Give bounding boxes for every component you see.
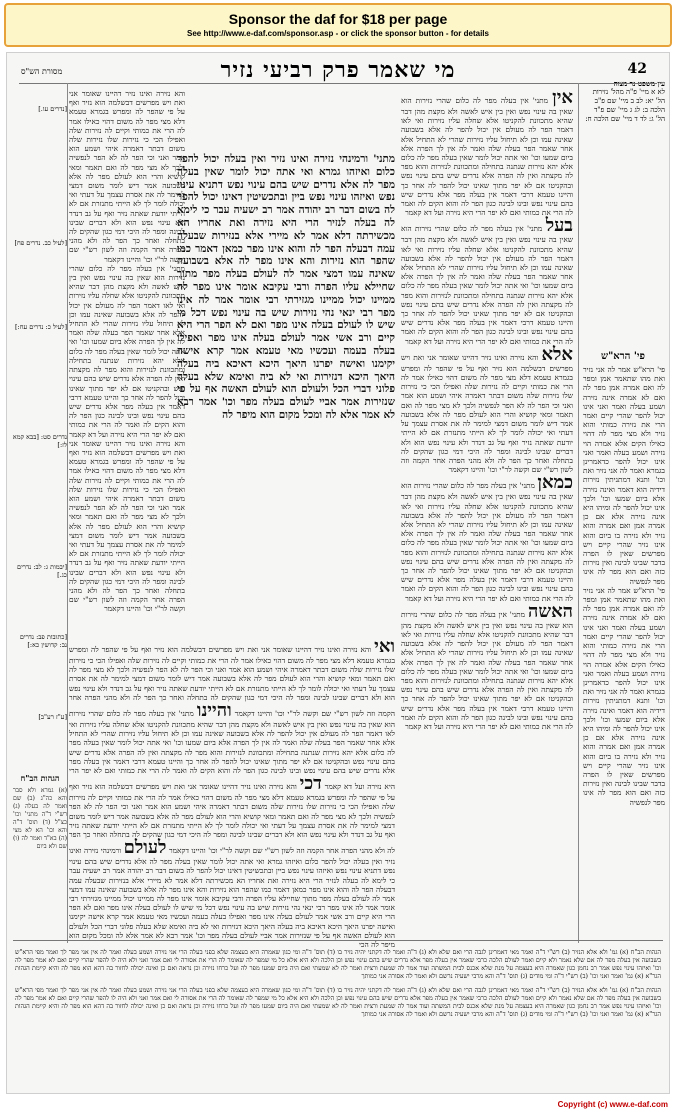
rosh-text: פי' הרא"ש אמר לה אני נזיר ואת מהו שתאמר אמן ומפר לה ואם אמרה אמן מפר לה ואם לא אמרה אינה נזירה ושמע בעלה ואמר ואני אינו יכול להפר שהרי קיים ואמר הרי את נזירה כמותי והוא נזיר ולא מצי מפר לה דהוי כאילו הקים אלא אמרה הוי נזירה ושמע בעלה ואמר ואני אינו יכול להפר כדאמרינן בגמרא ואמר לה אני נזיר ואת וכו' ותנא דמתניתין נזירות דידיה הוא דאמר ואינה נזירה אלא ביום שמעו וכו' ולכך אינו יכול להפר לה ומיהו היא אינה נזירה אלא אם כן אמרה אמן ואם אמרה והוא נזיר ולא נזירה בו ביום והוא אינו נזיר שהרי קיים ויש מפרשים שאין לו הפרה בדבר שבינו לבינה ואין נזירות כזה ואם הוא מפר לה אינו מפר לנפשיה [583, 365, 665, 586]
rashi-text-2: מתני' אין בעלה מפר לה כלום שהרי נזירות הוא שאין בה עינוי נפש ואין בין איש לאשה ולא מקצת מהן דבר שהיא מתכוונת להקניטו אלא שחלה עליו נזירות ואי לאו דאמר הפר לה מעולם אין יכול להפר לה אלא בשבועה שאינה עמו וכן לא תיחול עליו נזירות שהרי לא התחיל אלא אחר שאמר הפר בעלה שלה ואמר לה אין לך הפרה אלא ביום שמעו וכו' ואי אתה יכול לומר שאין בעלה מפר לה כלום אלא יהא נזירות שנתנה בתחילה ומתכוונת לנזירות והוא מפר לה מקצתה ואין לה הפרה אלא נדרים שיש בהם עינוי נפש ובהקניטו אם לא יפר מתוך שאינו יכול להפר לה אחר כך והיינו טעמא דרבי דאמר אין בעלה מפר אלא נדרים שיש בהם עינוי נפש ובינו לבינה כגון הפר לה והוא הקים לה ואמר לה הרי את כמותי ואם לא יפר הרי היא נזירה ועל דא קאמר [401, 224, 573, 346]
header-rule [19, 83, 657, 84]
tosafot-text-2: מתני' אין בעלה מפר לה כלום שהרי נזירות הוא שאין בה עינוי נפש ואין בין איש לאשה ולא מקצת מהן דבר שהיא מתכוונת להקניטו אלא שחלה עליו נזירות ואי לאו דאמר הפר לה מעולם אין יכול להפר לה אלא בשבועה שאינה עמו וכן לא תיחול עליו נזירות שהרי לא התחיל אלא אחר שאמר הפר בעלה שלה ואמר לה אין לך הפרה אלא ביום שמעו וכו' ואי אתה יכול לומר שאין בעלה מפר לה כלום אלא יהא נזירות שנתנה בתחילה ומתכוונת לנזירות והוא מפר לה מקצתה ואין לה הפרה אלא נדרים שיש בהם עינוי נפש ובהקניטו אם לא יפר מתוך שאינו יכול להפר לה אחר כך והיינו טעמא דרבי דאמר אין בעלה מפר אלא נדרים שיש בהם עינוי נפש ובינו לבינה כגון הפר לה והוא הקים לה ואמר לה הרי את כמותי ואם לא יפר הרי היא נזירה ועל דא קאמר [68, 263, 185, 439]
rashi-text-4: מתני' אין בעלה מפר לה כלום שהרי נזירות הוא שאין בה עינוי נפש ואין בין איש לאשה ולא מקצת מהן דבר שהיא מתכוונת להקניטו אלא שחלה עליו נזירות ואי לאו דאמר הפר לה מעולם אין יכול להפר לה אלא בשבועה שאינה עמו וכן לא תיחול עליו נזירות שהרי לא התחיל אלא אחר שאמר הפר בעלה שלה ואמר לה אין לך הפרה אלא ביום שמעו וכו' ואי אתה יכול לומר שאין בעלה מפר לה כלום אלא יהא נזירות שנתנה בתחילה ומתכוונת לנזירות והוא מפר לה מקצתה ואין לה הפרה אלא נדרים שיש בהם עינוי נפש ובהקניטו אם לא יפר מתוך שאינו יכול להפר לה אחר כך והיינו טעמא דרבי דאמר אין בעלה מפר אלא נדרים שיש בהם עינוי נפש ובינו לבינה כגון הפר לה והוא הקים לה ואמר לה הרי את כמותי ואם לא יפר הרי היא נזירה ועל דא קאמר [401, 481, 573, 603]
page-number: 42 [627, 61, 647, 77]
mishna-marker: מתני' [373, 153, 395, 165]
tosafot-lower-text-4: ורמינהי נזירה ואינו נזיר ואין בעלה יכול להפר כלום ואיזהו גמרא ואי אתה יכול לומר שאין בעלה מפר לה אלא נדרים שיש בהם עינוי נפש דתניא עינוי נפש ואיזהו עינוי נפש ביין ובתכשיטין דאינו יכול להפר לה בשום דבר רב יהודה אמר רב ישעיה עבר כי לימא לה בעלה לנזיר הרי היא נזירה ואת אחריו הא מכשירתה דלא אמר לא מיירי אלא בנזירות שבעלה עמה דבעלה הפר לה והוא אינו מפר כמאן דאמר כמו שהפר הוא נזירות והא אינו מפר לה אלא בשבועה שאינה עמו דמצי אמר לה לעולם בעלה מפר מתוך שחיילא עליו הפרה ורבי עקיבא אומר אינו מפר לה ממיינו יכול ממיינו מגזירתי רבי אומר אמר לה אינו מפר רבי ינאי נהי נזירות שיש בה עינוי נפש דכל מי שיש לו לעולם בעלה אינו מפר ואם לא הפר הרי היא קיים ורב אשי אמר לעולם בעלה אינו מפר ואפילו בעלה בעמה ועכשיו מאי טעמא אמר קרא אישה יקימנו ואישה יפרנו היאך היכא דאיכא ביה בעלה היאך היכא דנזירות ואי לא ביה ואימא שלא בעלה פלוני דברי הכל ולעולם הוא לעולם האשה אף על פי שנזירות אמר אביי לעולם בעלה מפר וכו' אמר רבא לא אמר אלא לה ומכל מקום הוא מיפר לה [69, 846, 395, 950]
tosafot-text: והא נזירה ואינו נזיר דהיינו שאומר אני ואת ויש מפרשים דבשלמה הוא נזיר ואף על פי שהפר לה ומפרש בגמרא טעמא דלא מצי מפר לה משום דהוי כאילו אמר לה הרי את כמותי וקיים לה נזירות שלה ואפילו הכי כי נזירות שלו נזירות שלה משום דבתר דאמרה איהי ושמע הוא אמר ואני וכי הפר לה לא הפר לנפשיה ולכך לא מצי מפר לה ואם תאמר ומאי קושיא והרי הוא לעולם מפר לה אלא בשבועה אמר דיש לומר משום דמצי למימר לה את אסרת עצמך על דעתי ואי יכולה לומר לך לא הייתי מתנזרת אם לא הייתי יודעת שאתה נזיר ואף על גב דנדר ולא עינוי נפש הוא ולא דברים שבינו לבינה ומפר לה היכי דמי כגון שהקים לה בתחלה ואחר כך הפר לה ולא מהני הפרה אחר הקמה וזה לשון רש"י שם וקשה לר"י וכו' והיינו דקאמר [69, 89, 185, 264]
ein-mishpat [585, 79, 665, 124]
footer-text: הגהות הב"ח (א) גמ' ולא אלא הנזיר (ב) רש"י ד"ה ואמר מאי דאמרינן לגבה הרי ואם שלא ולא (ג) ד"ה ואמר לה דקתני יהיה נזיר בו (ד) תוס' ד"ה ומי כגון שאמרה היא בעצמה שלא בפני בעלה הרי אני נזירה ושמע בעלה ואמר לה אין אני מפר לך ואמר מפי הרא"ש בשבועה אין בעלה מפר לה אם שלא נאמר ולא קיים ואמר לעולם הלכה כרבי שאמר אין בעלה מפר אלא נדרים שיש בהם עינוי נפש וכן הלכה ולא היא אלא כל מי שמפר לה שאומר לה הרי את אסורה לי ואם אמר ואני ולא היה לו להפר שהרי קיים ואם לא אמר מפר לה וכו' ואיזהו עינוי נפש אמר רב נחמן כגון שאמרה היא בעצמה על מנת שלא אכנס לבית המשתה ועוד אמר לה שמעת ורצית ואמר לה לא שמעתי ואם היה ביום שמעו מפר לה ועל כרחו נזירה וכן נראה ואם כן ואינה יכולה לחזור בה דהא הוא מפר לה והיא קיימת הגהות הגר"א (א) גמ' ואמר ואני וכו' (ב) רש"י ד"ה ומי מודים (ג) תוס' ד"ה והא מרבי ישעיה נרשם ולא ואמר לה אסורה אני כמותך [15, 949, 662, 981]
margin-ref-3: [לעיל כ: נדרים עח:] [14, 323, 67, 331]
margin-ref-1: [נדרים עו.] [38, 105, 67, 113]
sponsor-headline[interactable]: Sponsor the daf for $18 per page [228, 11, 448, 27]
haisha-word: האשה [527, 600, 573, 622]
hagahot-column [13, 787, 67, 937]
gemara-text: ורמינהי נזירה ואינו נזיר ואין בעלה יכול להפר כלום ואיזהו גמרא ואי אתה יכול לומר שאין בעלה מפר לה אלא נדרים שיש בהם עינוי נפש דתניא עינוי נפש ואיזהו עינוי נפש ביין ובתכשיטין דאינו יכול להפר לה בשום דבר רב יהודה אמר רב ישעיה עבר כי לימא לה בעלה לנזיר הרי היא נזירה ואת אחריו הא מכשירתה דלא אמר לא מיירי אלא בנזירות שבעלה עמה דבעלה הפר לה והוא אינו מפר כמאן דאמר כמו שהפר הוא נזירות והא אינו מפר לה אלא בשבועה שאינה עמו דמצי אמר לה לעולם בעלה מפר מתוך שחיילא עליו הפרה ורבי עקיבא אומר אינו מפר לה ממיינו יכול ממיינו מגזירתי רבי אומר אמר לה אינו מפר רבי ינאי נהי נזירות שיש בה עינוי נפש דכל מי שיש לו לעולם בעלה אינו מפר ואם לא הפר הרי היא קיים ורב אשי אמר לעולם בעלה אינו מפר ואפילו בעלה בעמה ועכשיו מאי טעמא אמר קרא אישה יקימנו ואישה יפרנו היאך היכא דאיכא ביה בעלה היאך היכא דנזירות ואי לא ביה ואימא שלא בעלה פלוני דברי הכל ולעולם הוא לעולם האשה אף על פי שנזירות אמר אביי לעולם בעלה מפר וכו' אמר רבא לא אמר אלא לה ומכל מקום הוא מיפר לה [177, 153, 395, 421]
margin-ref-4: נדרים סט: [בבא קמא לז:] [12, 433, 67, 449]
rashi-text-5: מתני' אין בעלה מפר לה כלום שהרי נזירות הוא שאין בה עינוי נפש ואין בין איש לאשה ולא מקצת מהן דבר שהיא מתכוונת להקניטו אלא שחלה עליו נזירות ואי לאו דאמר הפר לה מעולם אין יכול להפר לה אלא בשבועה שאינה עמו וכן לא תיחול עליו נזירות שהרי לא התחיל אלא אחר שאמר הפר בעלה שלה ואמר לה אין לך הפרה אלא ביום שמעו וכו' ואי אתה יכול לומר שאין בעלה מפר לה כלום אלא יהא נזירות שנתנה בתחילה ומתכוונת לנזירות והוא מפר לה מקצתה ואין לה הפרה אלא נדרים שיש בהם עינוי נפש ובהקניטו אם לא יפר מתוך שאינו יכול להפר לה אחר כך והיינו טעמא דרבי דאמר אין בעלה מפר אלא נדרים שיש בהם עינוי נפש ובינו לבינה כגון הפר לה והוא הקים לה ואמר לה הרי את כמותי ואם לא יפר הרי היא נזירה ועל דא קאמר [401, 609, 573, 731]
ve-word: ואי [374, 636, 395, 657]
ein-mishpat-label: עין משפט נר מצוה [613, 79, 665, 88]
kmaan-word: כמאן [537, 472, 573, 494]
rosh-header: פי' הרא"ש [601, 351, 645, 362]
hagahot-text: (א) גמרא ולא סבר והא כה"ג (ב) שם ואמר לה בעלה (ג) רש"י ד"ה מתני' וכו' כצ"ל (ד) תוס' ד"ה והא וכו' הא לא מצי (ה) בא"ד ואמר לה (ו) שם ולא ביום [13, 787, 67, 850]
page-title: מי שאמר פרק רביעי נזיר [220, 57, 456, 83]
rosh-column [583, 365, 665, 940]
mishna-first-word: אין [552, 87, 573, 108]
baal-word: בעל [545, 215, 573, 237]
rashi-text-3: והא נזירה ואינו נזיר דהיינו שאומר אני ואת ויש מפרשים דבשלמה הוא נזיר ואף על פי שהפר לה ומפרש בגמרא טעמא דלא מצי מפר לה משום דהוי כאילו אמר לה הרי את כמותי וקיים לה נזירות שלה ואפילו הכי כי נזירות שלו נזירות שלה משום דבתר דאמרה איהי ושמע הוא אמר ואני וכי הפר לה לא הפר לנפשיה ולכך לא מצי מפר לה ואם תאמר ומאי קושיא והרי הוא לעולם מפר לה אלא בשבועה אמר דיש לומר משום דמצי למימר לה את אסרת עצמך על דעתי ואי יכולה לומר לך לא הייתי מתנזרת אם לא הייתי יודעת שאתה נזיר ואף על גב דנדר ולא עינוי נפש הוא ולא דברים שבינו לבינה ומפר לה היכי דמי כגון שהקים לה בתחלה ואחר כך הפר לה ולא מהני הפרה אחר הקמה וזה לשון רש"י שם וקשה לר"י וכו' והיינו דקאמר [401, 352, 573, 475]
left-margin-divider [67, 83, 68, 943]
rosh-text-continued: פי' הרא"ש אמר לה אני נזיר ואת מהו שתאמר אמן ומפר לה ואם אמרה אמן מפר לה ואם לא אמרה אינה נזירה ושמע בעלה ואמר ואני אינו יכול להפר שהרי קיים ואמר הרי את נזירה כמותי והוא נזיר ולא מצי מפר לה דהוי כאילו הקים אלא אמרה הוי נזירה ושמע בעלה ואמר ואני אינו יכול להפר כדאמרינן בגמרא ואמר לה אני נזיר ואת וכו' ותנא דמתניתין נזירות דידיה הוא דאמר ואינה נזירה אלא ביום שמעו וכו' ולכך אינו יכול להפר לה ומיהו היא אינה נזירה אלא אם כן אמרה אמן ואם אמרה והוא נזיר ולא נזירה בו ביום והוא אינו נזיר שהרי קיים ויש מפרשים שאין לו הפרה בדבר שבינו לבינה ואין נזירות כזה ואם הוא מפר לה אינו מפר לנפשיה [583, 585, 665, 807]
ela-word: אלא [541, 343, 573, 365]
sponsor-banner[interactable] [4, 3, 672, 47]
tosafot-lower-text: והא נזירה ואינו נזיר דהיינו שאומר אני ואת ויש מפרשים דבשלמה הוא נזיר ואף על פי שהפר לה ומפרש בגמרא טעמא דלא מצי מפר לה משום דהוי כאילו אמר לה הרי את כמותי וקיים לה נזירות שלה ואפילו הכי כי נזירות שלו נזירות שלה משום דבתר דאמרה איהי ושמע הוא אמר ואני וכי הפר לה לא הפר לנפשיה ולכך לא מצי מפר לה ואם תאמר ומאי קושיא והרי הוא לעולם מפר לה אלא בשבועה אמר דיש לומר משום דמצי למימר לה את אסרת עצמך על דעתי ואי יכולה לומר לך לא הייתי מתנזרת אם לא הייתי יודעת שאתה נזיר ואף על גב דנדר ולא עינוי נפש הוא ולא דברים שבינו לבינה ומפר לה היכי דמי כגון שהקים לה בתחלה ואחר כך הפר לה ולא מהני הפרה אחר הקמה וזה לשון רש"י שם וקשה לר"י וכו' והיינו דקאמר [69, 645, 395, 719]
masoret-hashas-label: מסורת הש"ס [21, 67, 63, 76]
bottom-end-word: הכי [358, 940, 369, 950]
tosafot-lower-text-3: והא נזירה ואינו נזיר דהיינו שאומר אני ואת ויש מפרשים דבשלמה הוא נזיר ואף על פי שהפר לה ומפרש בגמרא טעמא דלא מצי מפר לה משום דהוי כאילו אמר לה הרי את כמותי וקיים לה נזירות שלה ואפילו הכי כי נזירות שלו נזירות שלה משום דבתר דאמרה איהי ושמע הוא אמר ואני וכי הפר לה לא הפר לנפשיה ולכך לא מצי מפר לה ואם תאמר ומאי קושיא והרי הוא לעולם מפר לה אלא בשבועה אמר דיש לומר משום דמצי למימר לה את אסרת עצמך על דעתי ואי יכולה לומר לך לא הייתי מתנזרת אם לא הייתי יודעת שאתה נזיר ואף על גב דנדר ולא עינוי נפש הוא ולא דברים שבינו לבינה ומפר לה היכי דמי כגון שהקים לה בתחלה ואחר כך הפר לה ולא מהני הפרה אחר הקמה וזה לשון רש"י שם וקשה לר"י וכו' והיינו דקאמר [69, 782, 395, 856]
leolam-word: לעולם [123, 837, 167, 859]
footer-rule [13, 940, 663, 941]
hagahot-header: הגהות הב"ח [20, 773, 60, 783]
copyright-notice[interactable]: Copyright (c) www.e-daf.com [557, 1100, 668, 1109]
sponsor-subline[interactable]: See http://www.e-daf.com/sponsor.asp - or click the sponsor button - for details [187, 29, 489, 38]
ein-mishpat-text: לא א מיי' פ"ה מהל' נזירות הל' יא: לב ב מיי' שם פ"ב הלכה ב: לג ג מיי' שם פ"ד הל' ג: לד ד מיי' שם הלכה ח: [585, 88, 665, 123]
vehainu-word: והיינו [196, 700, 232, 722]
gemara-column [177, 153, 395, 633]
footer-text-2: הגהות הב"ח (א) גמ' ולא אלא הנזיר (ב) רש"י ד"ה ואמר מאי דאמרינן לגבה הרי ואם שלא ולא (ג) ד"ה ואמר לה דקתני יהיה נזיר בו (ד) תוס' ד"ה ומי כגון שאמרה היא בעצמה שלא בפני בעלה הרי אני נזירה ושמע בעלה ואמר לה אין אני מפר לך ואמר מפי הרא"ש בשבועה אין בעלה מפר לה אם שלא נאמר ולא קיים ואמר לעולם הלכה כרבי שאמר אין בעלה מפר אלא נדרים שיש בהם עינוי נפש וכן הלכה ולא היא אלא כל מי שמפר לה שאומר לה הרי את אסורה לי ואם אמר ואני ולא היה לו להפר שהרי קיים ואם לא אמר מפר לה וכו' ואיזהו עינוי נפש אמר רב נחמן כגון שאמרה היא בעצמה על מנת שלא אכנס לבית המשתה ועוד אמר לה שמעת ורצית ואמר לה לא שמעתי ואם היה ביום שמעו מפר לה ועל כרחו נזירה וכן נראה ואם כן ואינה יכולה לחזור בה דהא הוא מפר לה והיא קיימת הגהות הגר"א (א) גמ' ואמר ואני וכו' (ב) רש"י ד"ה ומי מודים (ג) תוס' ד"ה והא מרבי ישעיה נרשם ולא ואמר לה אסורה אני כמותך [15, 987, 662, 1018]
talmud-page [6, 52, 670, 1094]
margin-ref-5: [יבמות ג: לב: נדרים כג.] [17, 563, 67, 579]
tosafot-lower-text-2: מתני' אין בעלה מפר לה כלום שהרי נזירות הוא שאין בה עינוי נפש ואין בין איש לאשה ולא מקצת מהן דבר שהיא מתכוונת להקניטו אלא שחלה עליו נזירות ואי לאו דאמר הפר לה מעולם אין יכול להפר לה אלא בשבועה שאינה עמו וכן לא תיחול עליו נזירות שהרי לא התחיל אלא אחר שאמר הפר בעלה שלה ואמר לה אין לך הפרה אלא ביום שמעו וכו' ואי אתה יכול לומר שאין בעלה מפר לה כלום אלא יהא נזירות שנתנה בתחילה ומתכוונת לנזירות והוא מפר לה מקצתה ואין לה הפרה אלא נדרים שיש בהם עינוי נפש ובהקניטו אם לא יפר מתוך שאינו יכול להפר לה אחר כך והיינו טעמא דרבי דאמר אין בעלה מפר אלא נדרים שיש בהם עינוי נפש ובינו לבינה כגון הפר לה והוא הקים לה ואמר לה הרי את כמותי ואם לא יפר הרי היא נזירה ועל דא קאמר [69, 709, 396, 792]
rosh-divider [578, 83, 579, 943]
footer-notes [15, 943, 661, 1093]
margin-ref-7: [ע"ז רע"ב] [38, 713, 67, 721]
dichvi-word: דכי [299, 773, 322, 795]
tosafot-text-3: והא נזירה ואינו נזיר דהיינו שאומר אני ואת ויש מפרשים דבשלמה הוא נזיר ואף על פי שהפר לה ומפרש בגמרא טעמא דלא מצי מפר לה משום דהוי כאילו אמר לה הרי את כמותי וקיים לה נזירות שלה ואפילו הכי כי נזירות שלו נזירות שלה משום דבתר דאמרה איהי ושמע הוא אמר ואני וכי הפר לה לא הפר לנפשיה ולכך לא מצי מפר לה ואם תאמר ומאי קושיא והרי הוא לעולם מפר לה אלא בשבועה אמר דיש לומר משום דמצי למימר לה את אסרת עצמך על דעתי ואי יכולה לומר לך לא הייתי מתנזרת אם לא הייתי יודעת שאתה נזיר ואף על גב דנדר ולא עינוי נפש הוא ולא דברים שבינו לבינה ומפר לה היכי דמי כגון שהקים לה בתחלה ואחר כך הפר לה ולא מהני הפרה אחר הקמה וזה לשון רש"י שם וקשה לר"י וכו' והיינו דקאמר [69, 438, 185, 614]
rashi-text: מתני' אין בעלה מפר לה כלום שהרי נזירות הוא שאין בה עינוי נפש ואין בין איש לאשה ולא מקצת מהן דבר שהיא מתכוונת להקניטו אלא שחלה עליו נזירות ואי לאו דאמר הפר לה מעולם אין יכול להפר לה אלא בשבועה שאינה עמו וכן לא תיחול עליו נזירות שהרי לא התחיל אלא אחר שאמר הפר בעלה שלה ואמר לה אין לך הפרה אלא ביום שמעו וכו' ואי אתה יכול לומר שאין בעלה מפר לה כלום אלא יהא נזירות שנתנה בתחילה ומתכוונת לנזירות והוא מפר לה מקצתה ואין לה הפרה אלא נדרים שיש בהם עינוי נפש ובהקניטו אם לא יפר מתוך שאינו יכול להפר לה אחר כך והיינו טעמא דרבי דאמר אין בעלה מפר אלא נדרים שיש בהם עינוי נפש ובינו לבינה כגון הפר לה והוא הקים לה ואמר לה הרי את כמותי ואם לא יפר הרי היא נזירה ועל דא קאמר [401, 96, 573, 218]
tosafot-lower [69, 636, 396, 950]
margin-ref-2: [לעיל כב. נדרים פח] [14, 239, 67, 247]
rashi-column [401, 89, 573, 939]
margin-ref-6: [כתובות פב: נדרים נב: קדושין כא:] [19, 633, 67, 649]
